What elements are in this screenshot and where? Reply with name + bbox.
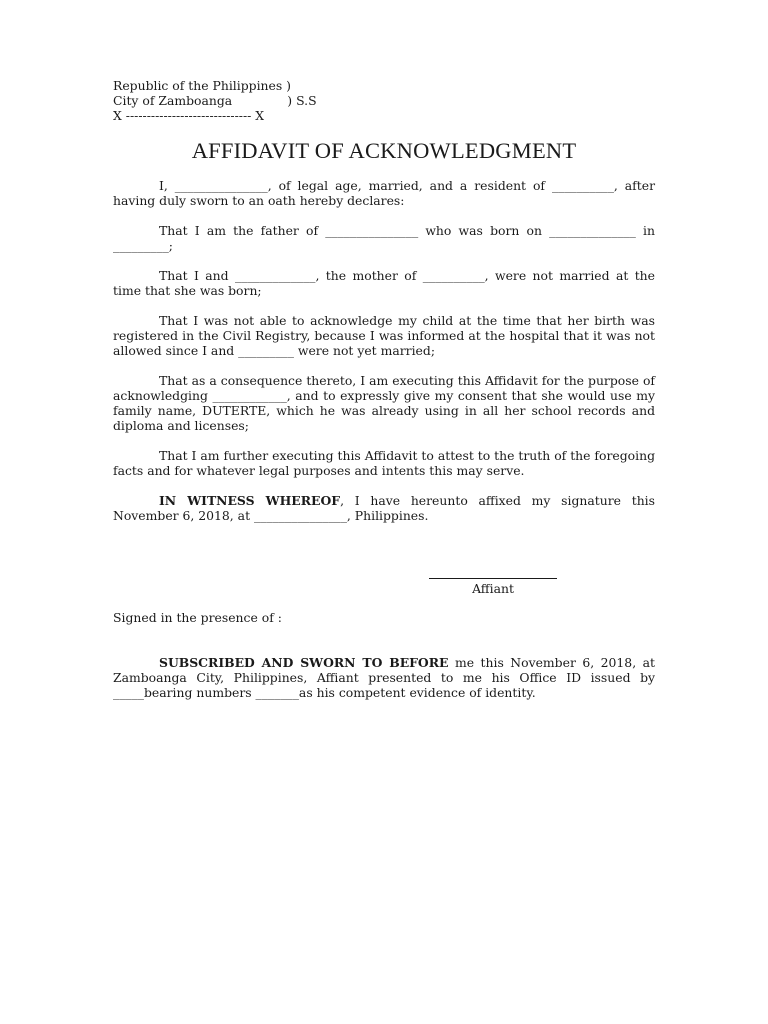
witness-text: , I have hereunto affixed my signature this November 6, 2018, at _______________, Philippines. (113, 493, 655, 523)
paragraph-father: That I am the father of _______________ who was born on ______________ in _________; (113, 223, 655, 253)
paragraph-identity: I, _______________, of legal age, married, and a resident of __________, after having duly sworn to an oath hereby declares: (113, 178, 655, 208)
paragraph-consent: That as a consequence thereto, I am executing this Affidavit for the purpose of acknowledging ____________, and to expressly give my consent that she would use my family name, DUTERTE, which he was already using in all her school records and diploma and licenses; (113, 373, 655, 433)
jurat (113, 655, 655, 715)
paragraph-purpose: That I am further executing this Affidavit to attest to the truth of the foregoing facts and for whatever legal purposes and intents this may serve. (113, 448, 655, 478)
paragraph-reason: That I was not able to acknowledge my child at the time that her birth was registered in the Civil Registry, because I was informed at the hospital that it was not allowed since I and _________ were not yet married; (113, 313, 655, 358)
signature-line (429, 568, 557, 579)
affidavit-body (113, 178, 655, 538)
venue-country: Republic of the Philippines ) (113, 78, 292, 93)
witness-presence-line: Signed in the presence of : (113, 610, 282, 625)
jurat-heading: SUBSCRIBED AND SWORN TO BEFORE (159, 655, 449, 670)
venue-separator: X ------------------------------ X (113, 108, 265, 123)
affiant-label: Affiant (472, 581, 514, 596)
venue-city: City of Zamboanga ) S.S (113, 93, 317, 108)
paragraph-witness (113, 493, 655, 523)
jurat-paragraph (113, 655, 655, 700)
venue-header (113, 78, 413, 123)
paragraph-mother: That I and _____________, the mother of __________, were not married at the time that she was born; (113, 268, 655, 298)
document-title: AFFIDAVIT OF ACKNOWLEDGMENT (191, 138, 577, 163)
jurat-text: me this November 6, 2018, at Zamboanga City, Philippines, Affiant presented to me his Office ID issued by _____bearing numbers _______as his competent evidence of identity. (113, 655, 655, 700)
witness-heading: IN WITNESS WHEREOF (159, 493, 341, 508)
affiant-signature-block (429, 568, 557, 596)
